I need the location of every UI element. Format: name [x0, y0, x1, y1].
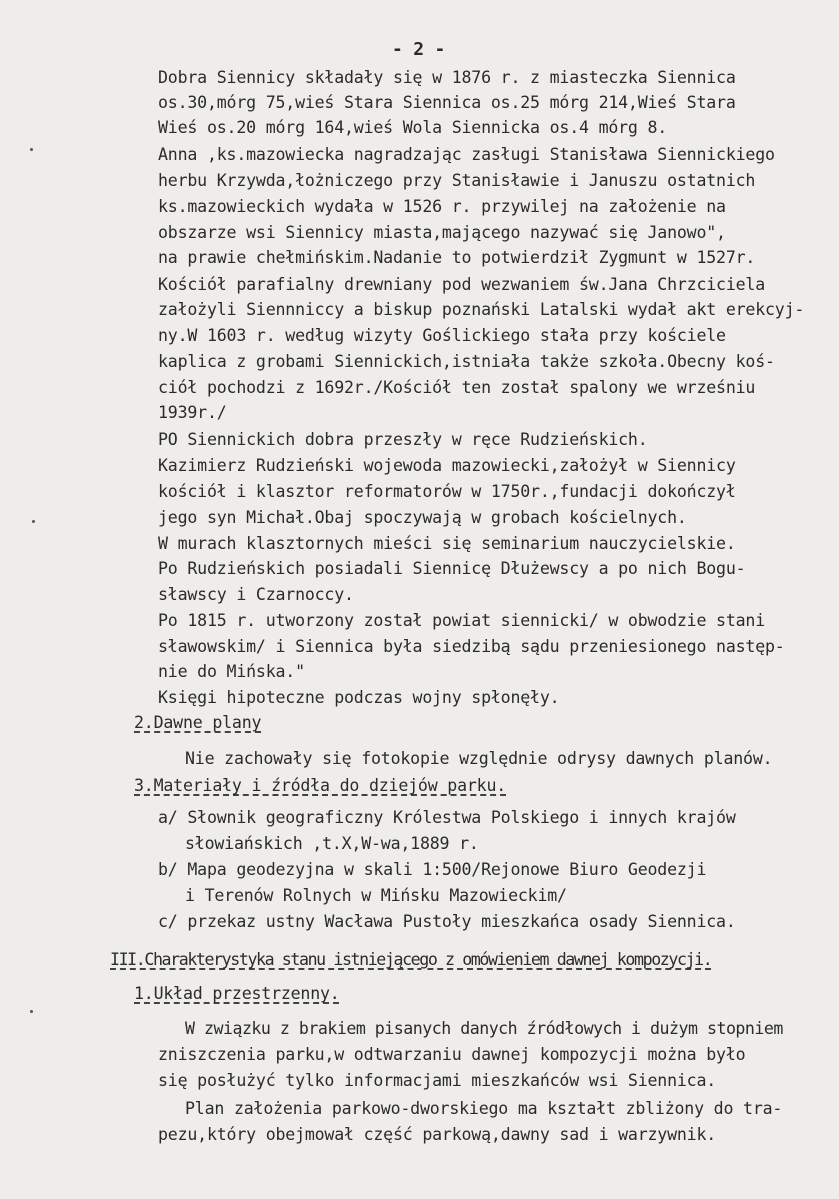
text-line: Księgi hipoteczne podczas wojny spłonęły. — [158, 688, 560, 707]
text-line: kościół i klasztor reformatorów w 1750r.,fundacji dokończył — [158, 482, 736, 501]
text-line: kaplica z grobami Siennickich,istniała także szkoła.Obecny koś- — [158, 352, 775, 371]
source-item: c/ przekaz ustny Wacława Pustoły mieszkańca osady Siennica. — [158, 912, 736, 931]
chapter-3-heading: III.Charakterystyka stanu istniejącego z omówieniem dawnej kompozycji. — [110, 950, 712, 969]
section-2-heading: 2.Dawne plany — [134, 713, 262, 732]
text-line: Po 1815 r. utworzony został powiat siennicki/ w obwodzie stani — [158, 611, 765, 630]
text-line: na prawie chełmińskim.Nadanie to potwierdził Zygmunt w 1527r. — [158, 248, 756, 267]
text-line: sławscy i Czarnoccy. — [158, 585, 354, 604]
paragraph-line: W związku z brakiem pisanych danych źródłowych i dużym stopniem — [185, 1019, 783, 1038]
page-number: - 2 - — [392, 39, 446, 60]
text-line: os.30,mórg 75,wieś Stara Siennica os.25 mórg 214,Wieś Stara — [158, 93, 736, 112]
text-line: Kazimierz Rudzieński wojewoda mazowiecki,założył w Siennicy — [158, 456, 736, 475]
source-item: i Terenów Rolnych w Mińsku Mazowieckim/ — [185, 886, 567, 905]
paragraph-line: Plan założenia parkowo-dworskiego ma kształt zbliżony do tra- — [185, 1099, 783, 1118]
text-line: sławowskim/ i Siennica była siedzibą sądu przeniesionego następ- — [158, 637, 785, 656]
text-line: ks.mazowieckich wydała w 1526 r. przywilej na założenie na — [158, 197, 726, 216]
text-line: 1939r./ — [158, 403, 227, 422]
text-line: Dobra Siennicy składały się w 1876 r. z miasteczka Siennica — [158, 68, 736, 87]
margin-mark — [30, 1010, 33, 1013]
source-item: a/ Słownik geograficzny Królestwa Polskiego i innych krajów — [158, 808, 736, 827]
text-line: nie do Mińska." — [158, 662, 305, 681]
text-line: jego syn Michał.Obaj spoczywają w grobach kościelnych. — [158, 508, 687, 527]
text-line: ny.W 1603 r. według wizyty Goślickiego stała przy kościele — [158, 326, 726, 345]
text-line: herbu Krzywda,łożniczego przy Stanisławie i Januszu ostatnich — [158, 171, 756, 190]
margin-mark — [32, 520, 35, 523]
section-3-heading: 3.Materiały i źródła do dziejów parku. — [134, 776, 507, 795]
text-line: PO Siennickich dobra przeszły w ręce Rudzieńskich. — [158, 430, 648, 449]
source-item: słowiańskich ,t.X,W-wa,1889 r. — [185, 834, 479, 853]
text-line: Kościół parafialny drewniany pod wezwaniem św.Jana Chrzciciela — [158, 275, 765, 294]
margin-mark — [30, 148, 33, 151]
paragraph-line: zniszczenia parku,w odtwarzaniu dawnej kompozycji można było — [158, 1045, 746, 1064]
paragraph-line: pezu,który obejmował część parkową,dawny sad i warzywnik. — [158, 1125, 717, 1144]
section-2-text: Nie zachowały się fotokopie względnie odrysy dawnych planów. — [185, 749, 773, 768]
text-line: Anna ,ks.mazowiecka nagradzając zasługi Stanisława Siennickiego — [158, 145, 775, 164]
text-line: ciół pochodzi z 1692r./Kościół ten został spalony we wrześniu — [158, 378, 756, 397]
source-item: b/ Mapa geodezyjna w skali 1:500/Rejonowe Biuro Geodezji — [158, 860, 707, 879]
chapter-3-subheading: 1.Układ przestrzenny. — [134, 984, 340, 1003]
text-line: W murach klasztornych mieści się seminarium nauczycielskie. — [158, 534, 736, 553]
paragraph-line: się posłużyć tylko informacjami mieszkańców wsi Siennica. — [158, 1071, 717, 1090]
text-line: Po Rudzieńskich posiadali Siennicę Dłużewscy a po nich Bogu- — [158, 559, 746, 578]
text-line: obszarze wsi Siennicy miasta,mającego nazywać się Janowo", — [158, 223, 726, 242]
text-line: Wieś os.20 mórg 164,wieś Wola Siennicka os.4 mórg 8. — [158, 118, 668, 137]
text-line: założyli Siennniccy a biskup poznański Latalski wydał akt erekcyj- — [158, 300, 805, 319]
